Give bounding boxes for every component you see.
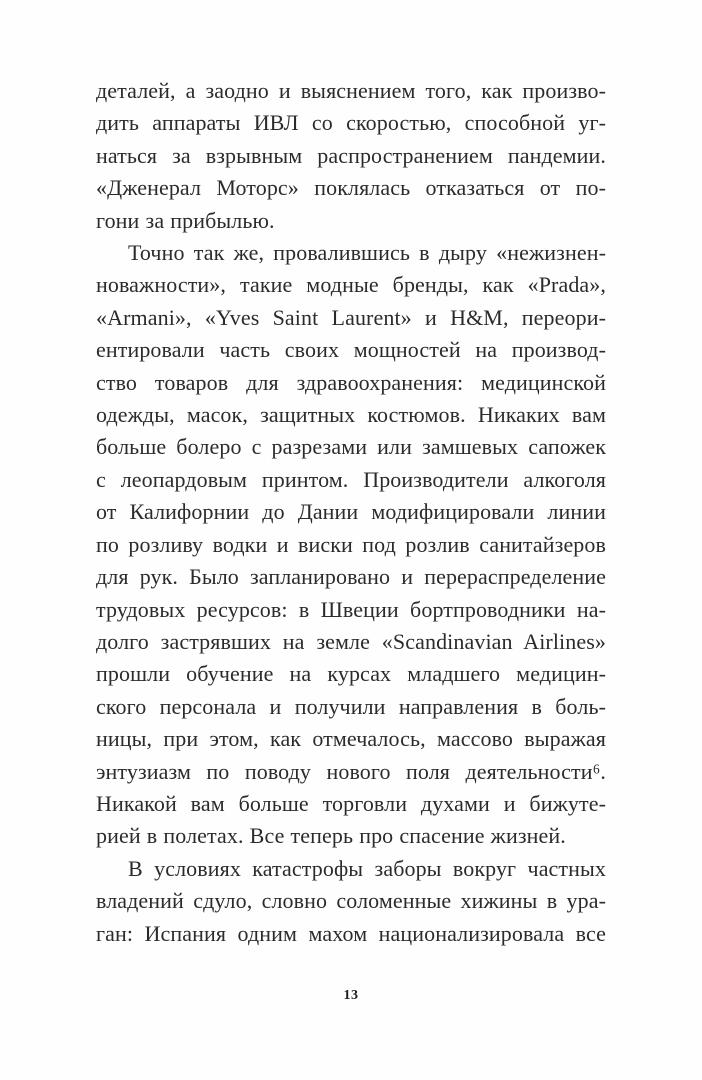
text-line: больше болеро с разрезами или замшевых сапожек [96,434,606,460]
text-line: с леопардовым принтом. Производители алкоголя [96,466,606,492]
text-line: долго застрявших на земле «Scandinavian Airlines» [96,628,606,654]
text-line: одежды, масок, защитных костюмов. Никаких вам [96,402,606,428]
text-line: наться за взрывным распространением пандемии. [96,142,606,168]
text-line: рией в полетах. Все теперь про спасение жизней. [96,823,566,849]
text-line: ентировали часть своих мощностей на производ- [96,337,606,363]
text-line: владений сдуло, словно соломенные хижины в ура- [96,888,606,914]
text-line: Точно так же, провалившись в дыру «нежизнен- [128,240,606,266]
text-line: ницы, при этом, как отмечалось, массово выражая [96,726,606,752]
text-line: для рук. Было запланировано и перераспределение [96,564,606,590]
body-text [96,75,606,950]
text-line: трудовых ресурсов: в Швеции бортпроводники на- [96,596,606,622]
text-line: дить аппараты ИВЛ со скоростью, способной уг- [96,110,606,136]
text-line: энтузиазм по поводу нового поля деятельности⁶. [96,758,606,784]
text-line: гони за прибылью. [96,207,275,233]
text-line: новажности», такие модные бренды, как «Prada», [96,272,606,298]
text-line: по розливу водки и виски под розлив санитайзеров [96,531,606,557]
text-line: ган: Испания одним махом национализировала все [96,920,606,946]
text-line: «Дженерал Моторс» поклялась отказаться от по- [96,175,606,201]
text-line: от Калифорнии до Дании модифицировали линии [96,499,606,525]
text-line: «Armani», «Yves Saint Laurent» и H&M, переори- [96,304,606,330]
text-line: Никакой вам больше торговли духами и бижуте- [96,790,606,816]
text-line: ство товаров для здравоохранения: медицинской [96,369,606,395]
text-line: деталей, а заодно и выяснением того, как произво- [96,78,606,103]
text-line: В условиях катастрофы заборы вокруг частных [128,855,606,881]
text-line: ского персонала и получили направления в боль- [96,693,606,719]
text-line: прошли обучение на курсах младшего медицин- [96,661,606,687]
page-number: 13 [343,988,359,1003]
